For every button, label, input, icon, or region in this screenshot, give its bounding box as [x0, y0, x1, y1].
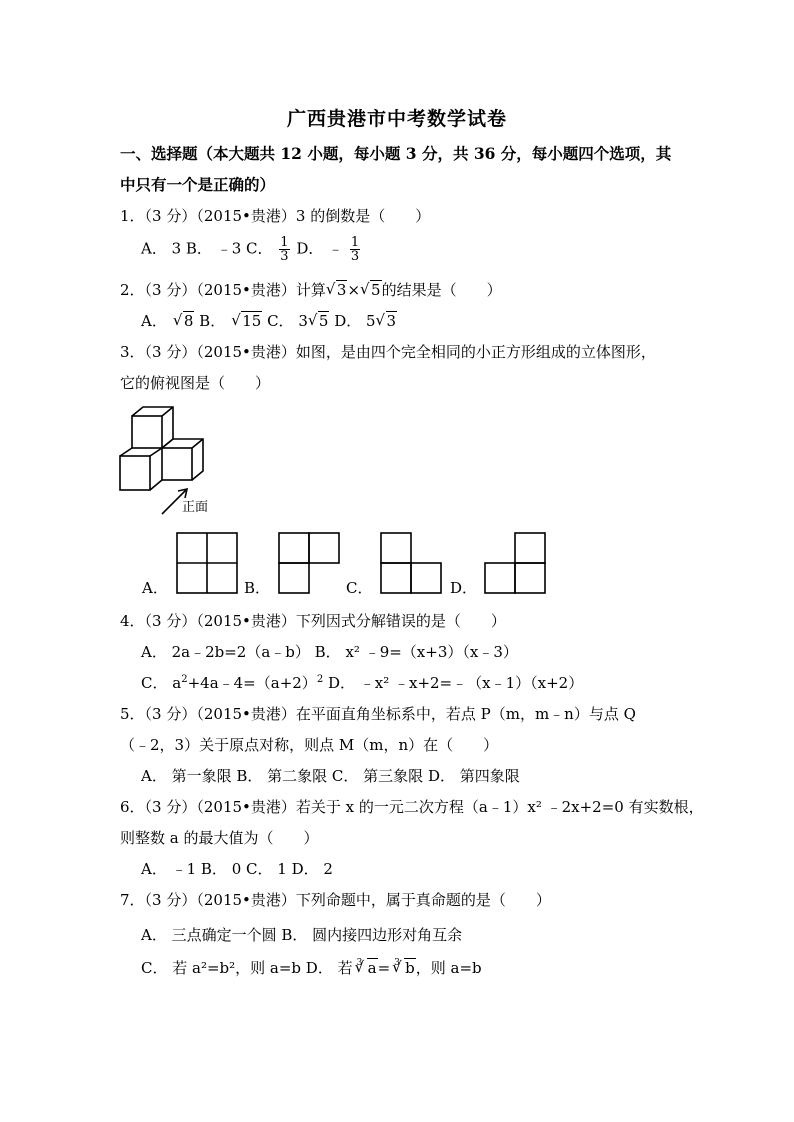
q6-stem-line1: 6．（3 分）（2015•贵港）若关于 x 的一元二次方程（a﹣1）x² ﹣2x+2=0 有实数根， [120, 798, 704, 816]
q2-option-c-radical: √ 5 [309, 311, 330, 331]
q3-option-b-label: B． [244, 579, 271, 597]
q7-options-row2: C． 若 a²=b²，则 a=b D． 若 √ 3 a= √ 3 b，则 a=b [141, 958, 482, 978]
q3-option-a-figure [176, 532, 238, 594]
q3-option-c-figure [380, 532, 442, 594]
q3-option-d-label: D． [450, 579, 478, 597]
section-heading-line1: 一、选择题（本大题共 12 小题，每小题 3 分，共 36 分，每小题四个选项，其 [120, 144, 672, 163]
q3-option-d-figure [484, 532, 546, 594]
q2-option-d-radical: √ 3 [377, 311, 398, 331]
q3-option-a-label: A． [142, 579, 168, 597]
page-title: 广西贵港市中考数学试卷 [286, 108, 507, 130]
q4-stem: 4．（3 分）（2015•贵港）下列因式分解错误的是（ ） [120, 612, 506, 630]
q7-cube-root-a: √ 3 a [353, 958, 378, 978]
q2-radical-5: √ 5 [361, 280, 382, 300]
q5-stem-line1: 5．（3 分）（2015•贵港）在平面直角坐标系中，若点 P（m，m﹣n）与点 Q [120, 705, 636, 723]
section-heading-line2: 中只有一个是正确的） [120, 175, 276, 194]
q7-stem: 7．（3 分）（2015•贵港）下列命题中，属于真命题的是（ ） [120, 891, 551, 909]
q3-front-label: 正面 [182, 500, 209, 515]
q7-options-row1: A． 三点确定一个圆 B． 圆内接四边形对角互余 [141, 926, 463, 944]
q2-options: A．√ 8 B．√ 15 C． 3√ 5 D． 5√ 3 [141, 311, 397, 331]
q2-radical-3: √ 3 [327, 280, 348, 300]
q6-options: A． ﹣1 B． 0 C． 1 D． 2 [141, 860, 333, 878]
q1-stem: 1．（3 分）（2015•贵港）3 的倒数是（ ） [120, 207, 431, 225]
q3-option-b-figure [278, 532, 340, 594]
q1-fraction-d: $\frac{1}{3}$ [350, 235, 360, 264]
q4-options-row1: A． 2a﹣2b=2（a﹣b） B． x² ﹣9=（x+3）（x﹣3） [141, 643, 518, 661]
q7-cube-root-b: √ 3 b [390, 958, 416, 978]
q1-options [141, 236, 362, 263]
q3-stem-line2: 它的俯视图是（ ） [120, 374, 271, 392]
q1-fraction-c: $\frac{1}{3}$ [280, 235, 289, 264]
q6-stem-line2: 则整数 a 的最大值为（ ） [120, 829, 319, 847]
q2-stem: 2．（3 分）（2015•贵港）计算√ 3×√ 5的结果是（ ） [120, 280, 502, 300]
q4-options-row2: C． $a^2+4a﹣4=(a+2)^2$ D． ﹣x² ﹣x+2=﹣（x﹣1）（x+2） [141, 674, 584, 692]
q2-option-b-radical: √ 15 [232, 311, 262, 331]
q3-stem-line1: 3．（3 分）（2015•贵港）如图，是由四个完全相同的小正方形组成的立体图形， [120, 343, 656, 361]
q5-options: A． 第一象限 B． 第二象限 C． 第三象限 D． 第四象限 [141, 767, 520, 785]
q1-option-d-label: D． ﹣ [296, 239, 344, 258]
q3-option-c-label: C． [346, 579, 373, 597]
q1-options-ab: A． 3 B． ﹣3 C． [141, 239, 273, 258]
q2-option-a-radical: √ 8 [174, 311, 195, 331]
q5-stem-line2: （﹣2，3）关于原点对称，则点 M（m，n）在（ ） [120, 736, 499, 754]
